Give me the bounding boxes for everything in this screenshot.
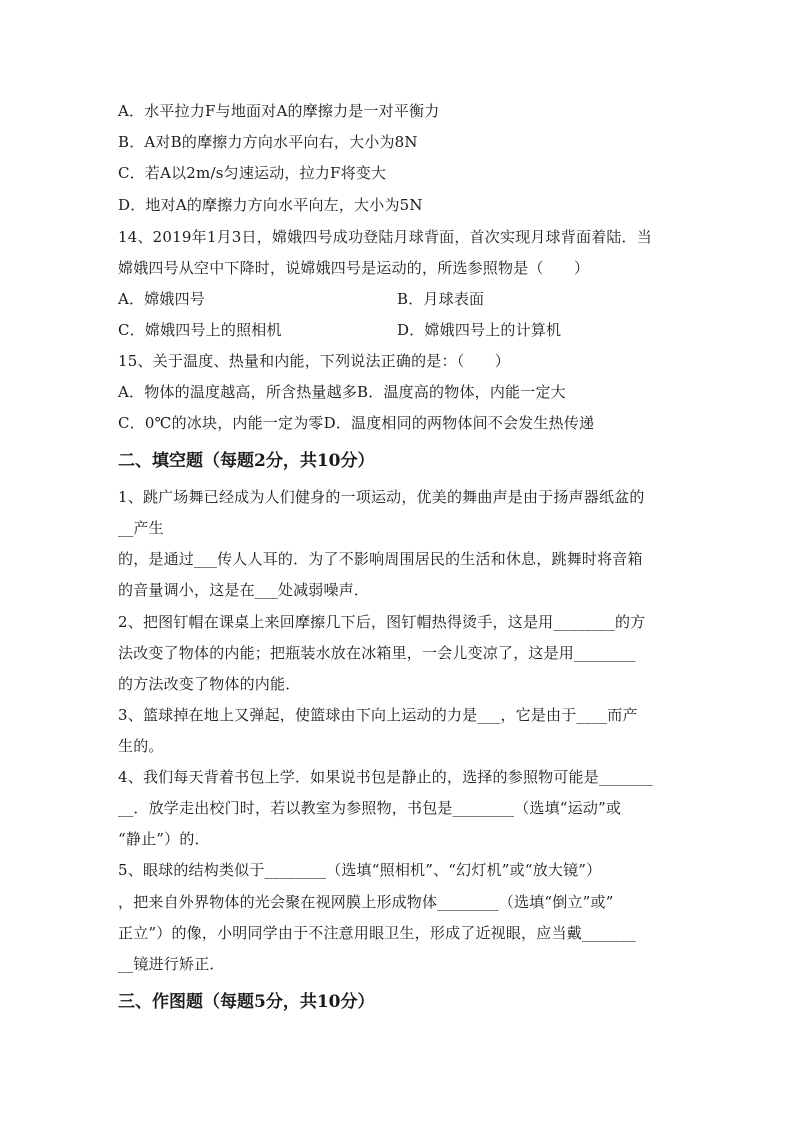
s2-q4-line1: 4、我们每天背着书包上学．如果说书包是静止的，选择的参照物可能是_______ — [118, 768, 653, 786]
q14-stem-line1: 14、2019年1月3日，嫦娥四号成功登陆月球背面，首次实现月球背面着陆．当 — [118, 228, 652, 246]
s2-q1-line2: __产生 — [118, 519, 164, 537]
s2-q1-line1: 1、跳广场舞已经成为人们健身的一项运动，优美的舞曲声是由于扬声器纸盆的 — [118, 488, 645, 506]
q14-stem-line2: 嫦娥四号从空中下降时，说嫦娥四号是运动的，所选参照物是（ ） — [118, 259, 590, 277]
q14-option-b: B．月球表面 — [397, 290, 485, 308]
q15-stem: 15、关于温度、热量和内能，下列说法正确的是：（ ） — [118, 352, 510, 370]
s2-q2-line2: 法改变了物体的内能；把瓶装水放在冰箱里，一会儿变凉了，这是用________ — [118, 644, 636, 662]
s2-q3-line2: 生的。 — [118, 737, 164, 755]
q13-option-d: D．地对A的摩擦力方向水平向左，大小为5N — [118, 196, 423, 214]
s2-q5-line4: __镜进行矫正． — [118, 955, 225, 973]
s2-q4-line3: “静止”）的． — [118, 830, 210, 848]
s2-q4-line2: __．放学走出校门时，若以教室为参照物，书包是________（选填“运动”或 — [118, 799, 622, 817]
s2-q2-line1: 2、把图钉帽在课桌上来回摩擦几下后，图钉帽热得烫手，这是用________的方 — [118, 613, 646, 631]
s2-q1-line4: 的音量调小，这是在___处减弱噪声． — [118, 581, 370, 599]
q15-options-cd: C．0℃的冰块，内能一定为零D．温度相同的两物体间不会发生热传递 — [118, 414, 595, 432]
q14-option-a: A．嫦娥四号 — [118, 290, 206, 308]
s2-q3-line1: 3、篮球掉在地上又弹起，使篮球由下向上运动的力是___，它是由于____而产 — [118, 706, 638, 724]
q13-option-c: C．若A以2m/s匀速运动，拉力F将变大 — [118, 164, 387, 182]
q13-option-b: B．A对B的摩擦力方向水平向右，大小为8N — [118, 133, 418, 151]
section2-title: 二、填空题（每题2分，共10分） — [118, 451, 375, 471]
section3-title: 三、作图题（每题5分，共10分） — [118, 992, 375, 1012]
s2-q2-line3: 的方法改变了物体的内能． — [118, 675, 301, 693]
q15-options-ab: A．物体的温度越高，所含热量越多B．温度高的物体，内能一定大 — [118, 383, 566, 401]
q14-option-d: D．嫦娥四号上的计算机 — [397, 321, 562, 339]
s2-q5-line1: 5、眼球的结构类似于________（选填“照相机”、“幻灯机”或“放大镜”） — [118, 861, 602, 879]
s2-q5-line3: 正立”）的像，小明同学由于不注意用眼卫生，形成了近视眼，应当戴_______ — [118, 924, 636, 942]
s2-q5-line2: ，把来自外界物体的光会聚在视网膜上形成物体________（选填“倒立”或” — [118, 893, 614, 911]
q14-option-c: C．嫦娥四号上的照相机 — [118, 321, 282, 339]
s2-q1-line3: 的，是通过___传人人耳的．为了不影响周围居民的生活和休息，跳舞时将音箱 — [118, 550, 643, 568]
q13-option-a: A．水平拉力F与地面对A的摩擦力是一对平衡力 — [118, 102, 440, 120]
